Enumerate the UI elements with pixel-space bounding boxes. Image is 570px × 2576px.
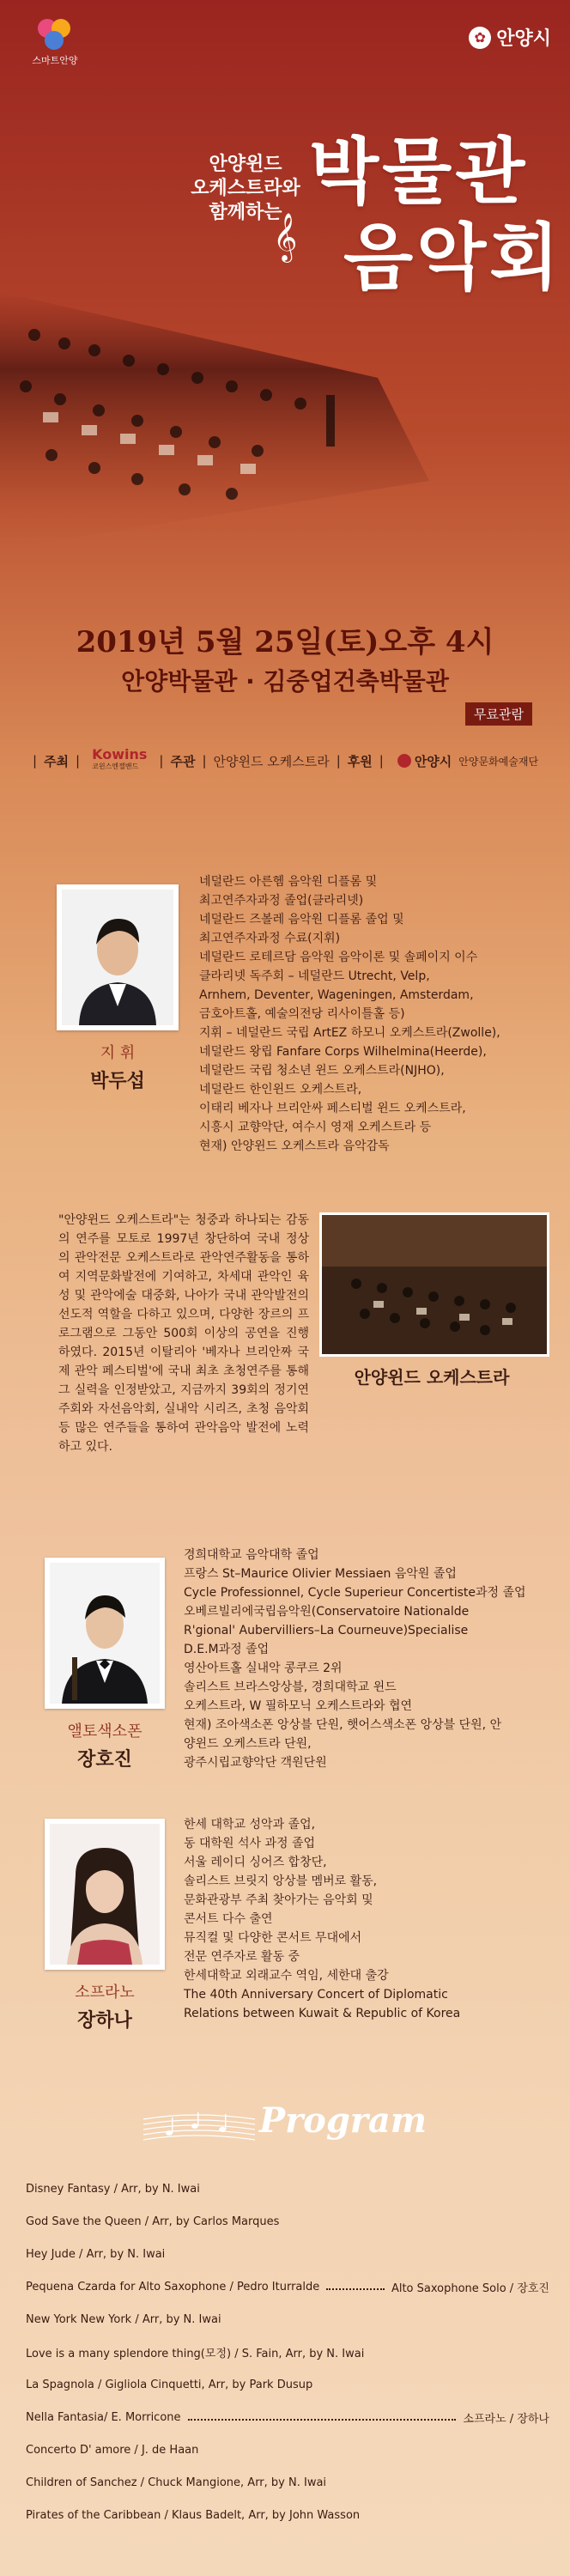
soprano-name-block [45, 1980, 165, 2032]
manage-value: 안양윈드 오케스트라 [213, 753, 330, 769]
host-label: 주최 [44, 753, 70, 769]
anyang-emblem-icon [397, 754, 411, 768]
program-item: Pequena Czarda for Alto Saxophone / Pedro Iturralde Alto Saxophone Solo / 장호진 [26, 2280, 549, 2295]
organizers-row: | 주최 | Kowins 코윈스엔젤밴드 | 주관 | 안양윈드 오케스트라 | 후원 | 안양시 안양문화예술재단 [26, 749, 558, 773]
soprano-portrait [45, 1819, 165, 1970]
program-title: Program [258, 2100, 428, 2141]
soprano-bio: 한세 대학교 성악과 졸업, 동 대학원 석사 과정 졸업 서울 레이디 싱어즈 합창단, 솔리스트 브릿지 앙상블 멤버로 활동, 문화관광부 주최 찾아가는 음악회 및 콘서트 다수 출연 뮤직컬 및 다양한 콘서트 무대에서 전문 연주자로 활동 중 한세대학교 외래교수 역임, 세한대 출강 The 40th Anniversary Concert of Diplomatic Relations between Kuwait & Republic of Korea [184, 1818, 461, 2020]
event-date: 2019년 5월 25일(토)오후 4시 [76, 625, 494, 659]
event-venue: 안양박물관 · 김중업건축박물관 [121, 667, 449, 696]
smart-anyang-label: 스마트안양 [32, 55, 78, 66]
program-item: Pirates of the Caribbean / Klaus Badelt, Arr, by John Wasson [26, 2508, 361, 2522]
treble-clef-icon: 𝄞 [273, 213, 298, 261]
saxophonist-name-block [45, 1719, 165, 1771]
anyang-city-logo [469, 24, 551, 51]
orchestra-intro: "안양윈드 오케스트라"는 청중과 하나되는 감동의 연주를 모토로 1997년 창단하여 국내 정상의 관악전문 오케스트라로 관악연주활동을 통하여 지역문화발전에 기여하고, 차세대 관악인 육성 및 관악에술 대중화, 나아가 국내 관악발전의 선도적 역할을 다하고 있으며, 다양한 장르의 프로그램으로 그동안 500회 이상의 공연을 진행하였다. 2015년 이탈리아 '베자나 브리안짜 국제 관악 페스티벌'에 국내 최초 초청연주를 통해 그 실력을 인정받았고, 지금까지 39회의 정기연주회와 자선음악회, 실내악 시리즈, 초청 음악회 등 많은 연주들을 통하여 관악음악 발전에 노력하고 있다. [58, 1213, 309, 1454]
sponsor-anyang: 안양시 [397, 752, 452, 770]
saxophonist-role: 앨토색소폰 [67, 1722, 142, 1741]
anyang-emblem-icon: ✿ [469, 27, 491, 49]
program-item: Nella Fantasia/ E. Morricone 소프라노 / 장하나 [26, 2410, 549, 2426]
program-heading [0, 2100, 570, 2150]
sponsor-label: 후원 [347, 753, 373, 769]
soprano-role: 소프라노 [75, 1984, 135, 2002]
soprano-name: 장하나 [77, 2010, 132, 2032]
sponsor-foundation: 안양문화예술재단 [458, 755, 539, 768]
program-item: New York New York / Arr, by N. Iwai [26, 2312, 221, 2326]
conductor-role: 지 휘 [100, 1044, 136, 1062]
music-staff-icon [143, 2107, 255, 2150]
orchestra-band-photo [319, 1212, 549, 1357]
program-item: God Save the Queen / Arr, by Carlos Marques [26, 2215, 280, 2228]
saxophonist-bio: 경희대학교 음악대학 졸업 프랑스 St–Maurice Olivier Messiaen 음악원 졸업 Cycle Professionnel, Cycle Superieur Concertiste과정 졸업 오베르빌리에국립음악원(Conservatoire Nationalde R'gional' Aubervilliers–La Courneuve)Specialise D.E.M과정 졸업 영산아트홀 실내악 콩쿠르 2위 솔리스트 브라스앙상블, 경희대학교 윈드 오케스트라, W 필하모닉 오케스트라와 협연 현재) 조아색소폰 앙상블 단원, 햇어스색소폰 앙상블 단원, 안 양윈드 오케스트라 단원, 광주시립교향악단 객원단원 [184, 1548, 526, 1770]
program-soloist: Alto Saxophone Solo / 장호진 [391, 2281, 549, 2295]
conductor-name-block [57, 1041, 179, 1093]
orchestra-name: 안양윈드 오케스트라 [354, 1367, 510, 1388]
saxophonist-name: 장호진 [77, 1749, 132, 1771]
program-item: Disney Fantasy / Arr, by N. Iwai [26, 2182, 200, 2196]
subtitle: 안양윈드 오케스트라와 함께하는 [191, 154, 300, 223]
manage-label: 주관 [170, 753, 196, 769]
saxophonist-portrait [45, 1558, 165, 1709]
main-title: 박물관 음악회 [309, 129, 563, 300]
program-item: Hey Jude / Arr, by N. Iwai [26, 2247, 166, 2261]
conductor-name: 박두섭 [90, 1071, 145, 1092]
program-item: Concerto D' amore / J. de Haan [26, 2443, 199, 2457]
leader-dots [188, 2414, 457, 2421]
conductor-portrait [57, 884, 179, 1030]
anyang-city-label: 안양시 [496, 28, 551, 50]
smart-anyang-logo [12, 15, 98, 67]
kowins-logo: Kowins 코윈스엔젤밴드 [92, 746, 148, 770]
program-item: Children of Sanchez / Chuck Mangione, Arr, by N. Iwai [26, 2476, 327, 2489]
smart-anyang-icon [29, 15, 81, 50]
orchestra-photo [0, 258, 429, 567]
program-item: Love is a many splendore thing(모정) / S. Fain, Arr, by N. Iwai [26, 2347, 365, 2360]
conductor-bio: 네덜란드 아른헴 음악원 디플롬 및 최고연주자과정 졸업(클라리넷) 네덜란드 즈볼레 음악원 디플롬 졸업 및 최고연주자과정 수료(지휘) 네덜란드 로테르담 음악원 음악이론 및 솔페이지 이수 클라리넷 독주회 – 네덜란드 Utrecht, Velp, Arnhem, Deventer, Wageningen, Amsterdam, 금호아트홀, 예술의전당 리사이틀홀 등) 지휘 – 네덜란드 국립 ArtEZ 하모니 오케스트라(Zwolle), 네덜란드 왕립 Fanfare Corps Wilhelmina(Heerde), 네덜란드 국립 청소년 윈드 오케스트라(NJHO), 네덜란드 한인윈드 오케스트라, 이태리 베자나 브리안싸 페스티벌 윈드 오케스트라, 시흥시 교향악단, 여수시 영재 오케스트라 등 현재) 안양윈드 오케스트라 음악감독 [199, 875, 500, 1153]
program-list [26, 2172, 549, 2531]
program-item: La Spagnola / Gigliola Cinquetti, Arr, by Park Dusup [26, 2378, 313, 2391]
leader-dots [326, 2283, 385, 2290]
free-admission-badge: 무료관람 [465, 702, 532, 726]
program-soloist: 소프라노 / 장하나 [463, 2412, 549, 2426]
